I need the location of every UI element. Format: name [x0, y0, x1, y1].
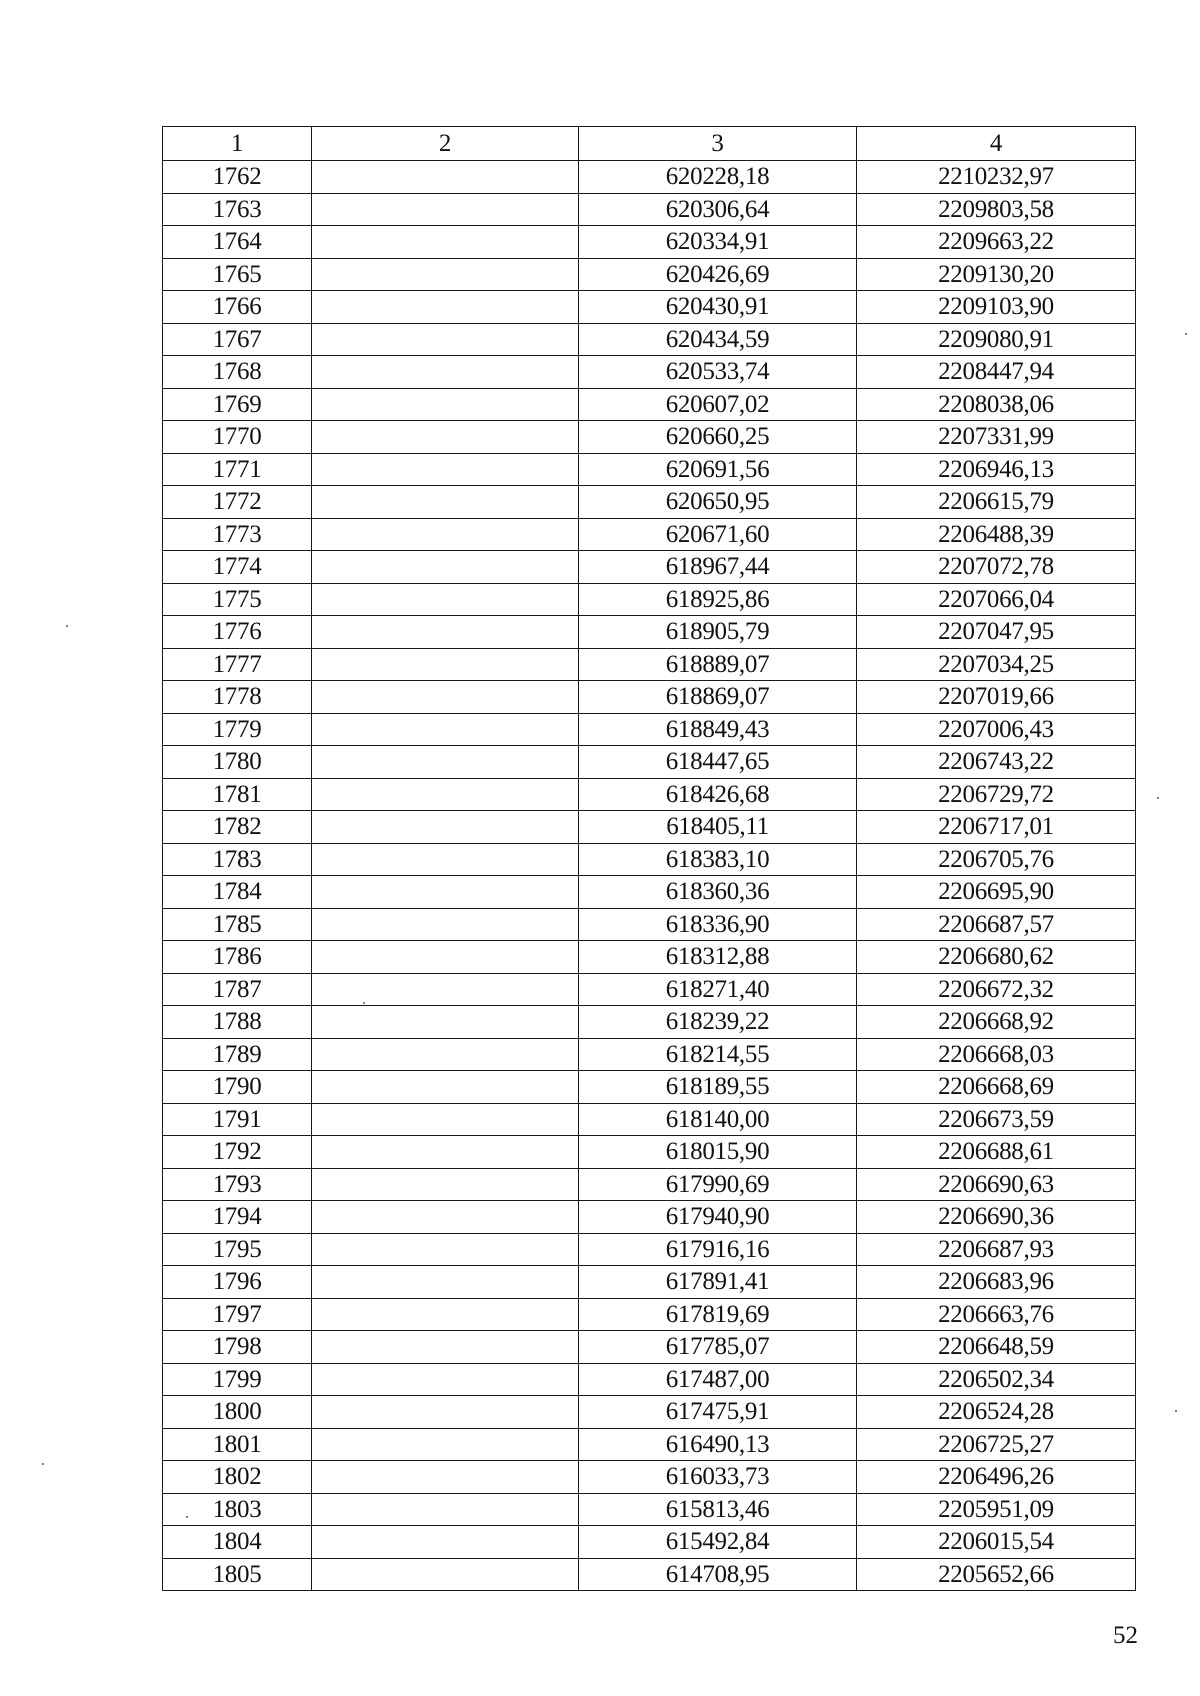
y-coordinate-cell: 2206648,59: [857, 1331, 1136, 1364]
x-coordinate-cell: 618405,11: [579, 811, 857, 844]
table-row: [163, 1136, 1136, 1169]
y-coordinate-cell: 2206946,13: [857, 453, 1136, 486]
table-row: [163, 323, 1136, 356]
y-coordinate-cell: 2206496,26: [857, 1461, 1136, 1494]
description-cell: [312, 1136, 579, 1169]
y-coordinate-cell: 2206688,61: [857, 1136, 1136, 1169]
description-cell: [312, 681, 579, 714]
y-coordinate-cell: 2206690,36: [857, 1201, 1136, 1234]
x-coordinate-cell: 620430,91: [579, 291, 857, 324]
table-row: [163, 1461, 1136, 1494]
x-coordinate-cell: 615813,46: [579, 1493, 857, 1526]
y-coordinate-cell: 2207006,43: [857, 713, 1136, 746]
description-cell: [312, 616, 579, 649]
description-cell: [312, 1558, 579, 1591]
x-coordinate-cell: 618849,43: [579, 713, 857, 746]
point-number-cell: 1771: [163, 453, 312, 486]
y-coordinate-cell: 2207066,04: [857, 583, 1136, 616]
description-cell: [312, 1493, 579, 1526]
x-coordinate-cell: 620228,18: [579, 161, 857, 194]
column-header-1: 1: [163, 127, 312, 161]
table-row: [163, 1526, 1136, 1559]
description-cell: [312, 1461, 579, 1494]
point-number-cell: 1781: [163, 778, 312, 811]
table-row: [163, 583, 1136, 616]
y-coordinate-cell: 2205652,66: [857, 1558, 1136, 1591]
point-number-cell: 1780: [163, 746, 312, 779]
description-cell: [312, 1298, 579, 1331]
y-coordinate-cell: 2206668,03: [857, 1038, 1136, 1071]
y-coordinate-cell: 2209130,20: [857, 258, 1136, 291]
point-number-cell: 1803: [163, 1493, 312, 1526]
x-coordinate-cell: 618869,07: [579, 681, 857, 714]
x-coordinate-cell: 616490,13: [579, 1428, 857, 1461]
table-row: [163, 616, 1136, 649]
y-coordinate-cell: 2206695,90: [857, 876, 1136, 909]
y-coordinate-cell: 2208038,06: [857, 388, 1136, 421]
table-row: [163, 291, 1136, 324]
description-cell: [312, 1363, 579, 1396]
table-row: [163, 453, 1136, 486]
x-coordinate-cell: 617785,07: [579, 1331, 857, 1364]
x-coordinate-cell: 618189,55: [579, 1071, 857, 1104]
table-row: [163, 1298, 1136, 1331]
point-number-cell: 1770: [163, 421, 312, 454]
x-coordinate-cell: 618889,07: [579, 648, 857, 681]
y-coordinate-cell: 2206687,57: [857, 908, 1136, 941]
y-coordinate-cell: 2206690,63: [857, 1168, 1136, 1201]
x-coordinate-cell: 620650,95: [579, 486, 857, 519]
x-coordinate-cell: 618214,55: [579, 1038, 857, 1071]
description-cell: [312, 746, 579, 779]
point-number-cell: 1802: [163, 1461, 312, 1494]
point-number-cell: 1772: [163, 486, 312, 519]
description-cell: [312, 648, 579, 681]
x-coordinate-cell: 618271,40: [579, 973, 857, 1006]
table-row: [163, 1558, 1136, 1591]
y-coordinate-cell: 2205951,09: [857, 1493, 1136, 1526]
table-row: [163, 1103, 1136, 1136]
description-cell: [312, 941, 579, 974]
x-coordinate-cell: 618426,68: [579, 778, 857, 811]
y-coordinate-cell: 2206015,54: [857, 1526, 1136, 1559]
table-row: [163, 421, 1136, 454]
table-row: [163, 486, 1136, 519]
y-coordinate-cell: 2209103,90: [857, 291, 1136, 324]
x-coordinate-cell: 618312,88: [579, 941, 857, 974]
point-number-cell: 1801: [163, 1428, 312, 1461]
y-coordinate-cell: 2210232,97: [857, 161, 1136, 194]
coordinates-table: [162, 126, 1136, 1591]
point-number-cell: 1795: [163, 1233, 312, 1266]
x-coordinate-cell: 618383,10: [579, 843, 857, 876]
table-body: [163, 161, 1136, 1591]
table-header-row: [163, 127, 1136, 161]
description-cell: [312, 1201, 579, 1234]
y-coordinate-cell: 2206524,28: [857, 1396, 1136, 1429]
description-cell: [312, 1006, 579, 1039]
description-cell: [312, 193, 579, 226]
x-coordinate-cell: 617891,41: [579, 1266, 857, 1299]
table-row: [163, 648, 1136, 681]
description-cell: [312, 486, 579, 519]
x-coordinate-cell: 620607,02: [579, 388, 857, 421]
y-coordinate-cell: 2209803,58: [857, 193, 1136, 226]
scan-speck: [186, 1516, 188, 1518]
table-row: [163, 1266, 1136, 1299]
x-coordinate-cell: 620533,74: [579, 356, 857, 389]
x-coordinate-cell: 620691,56: [579, 453, 857, 486]
y-coordinate-cell: 2207019,66: [857, 681, 1136, 714]
table-row: [163, 1363, 1136, 1396]
table-row: [163, 518, 1136, 551]
x-coordinate-cell: 617487,00: [579, 1363, 857, 1396]
x-coordinate-cell: 620671,60: [579, 518, 857, 551]
table-row: [163, 713, 1136, 746]
x-coordinate-cell: 620306,64: [579, 193, 857, 226]
point-number-cell: 1785: [163, 908, 312, 941]
description-cell: [312, 908, 579, 941]
y-coordinate-cell: 2206668,92: [857, 1006, 1136, 1039]
point-number-cell: 1766: [163, 291, 312, 324]
x-coordinate-cell: 617819,69: [579, 1298, 857, 1331]
point-number-cell: 1799: [163, 1363, 312, 1396]
y-coordinate-cell: 2206680,62: [857, 941, 1136, 974]
table-row: [163, 193, 1136, 226]
y-coordinate-cell: 2206683,96: [857, 1266, 1136, 1299]
scan-speck: [1185, 333, 1187, 335]
description-cell: [312, 1331, 579, 1364]
point-number-cell: 1769: [163, 388, 312, 421]
y-coordinate-cell: 2207034,25: [857, 648, 1136, 681]
table-row: [163, 681, 1136, 714]
x-coordinate-cell: 618239,22: [579, 1006, 857, 1039]
y-coordinate-cell: 2206743,22: [857, 746, 1136, 779]
x-coordinate-cell: 617990,69: [579, 1168, 857, 1201]
x-coordinate-cell: 620660,25: [579, 421, 857, 454]
description-cell: [312, 1428, 579, 1461]
y-coordinate-cell: 2206502,34: [857, 1363, 1136, 1396]
table-row: [163, 388, 1136, 421]
y-coordinate-cell: 2207331,99: [857, 421, 1136, 454]
scan-speck: [1175, 1410, 1177, 1412]
table-row: [163, 551, 1136, 584]
y-coordinate-cell: 2206725,27: [857, 1428, 1136, 1461]
description-cell: [312, 1396, 579, 1429]
description-cell: [312, 811, 579, 844]
point-number-cell: 1791: [163, 1103, 312, 1136]
x-coordinate-cell: 617916,16: [579, 1233, 857, 1266]
description-cell: [312, 226, 579, 259]
table-row: [163, 973, 1136, 1006]
point-number-cell: 1778: [163, 681, 312, 714]
y-coordinate-cell: 2206729,72: [857, 778, 1136, 811]
description-cell: [312, 1071, 579, 1104]
description-cell: [312, 1168, 579, 1201]
scan-speck: [363, 1002, 365, 1004]
description-cell: [312, 876, 579, 909]
description-cell: [312, 1038, 579, 1071]
description-cell: [312, 973, 579, 1006]
table-row: [163, 1168, 1136, 1201]
y-coordinate-cell: 2206673,59: [857, 1103, 1136, 1136]
page-number: 52: [1113, 1622, 1138, 1649]
description-cell: [312, 323, 579, 356]
table-row: [163, 811, 1136, 844]
y-coordinate-cell: 2208447,94: [857, 356, 1136, 389]
y-coordinate-cell: 2206705,76: [857, 843, 1136, 876]
x-coordinate-cell: 620434,59: [579, 323, 857, 356]
table-row: [163, 161, 1136, 194]
x-coordinate-cell: 618015,90: [579, 1136, 857, 1169]
point-number-cell: 1767: [163, 323, 312, 356]
point-number-cell: 1796: [163, 1266, 312, 1299]
point-number-cell: 1763: [163, 193, 312, 226]
point-number-cell: 1788: [163, 1006, 312, 1039]
table-row: [163, 746, 1136, 779]
table-row: [163, 908, 1136, 941]
x-coordinate-cell: 617475,91: [579, 1396, 857, 1429]
table-row: [163, 1233, 1136, 1266]
y-coordinate-cell: 2206672,32: [857, 973, 1136, 1006]
y-coordinate-cell: 2206687,93: [857, 1233, 1136, 1266]
point-number-cell: 1793: [163, 1168, 312, 1201]
point-number-cell: 1764: [163, 226, 312, 259]
x-coordinate-cell: 618336,90: [579, 908, 857, 941]
column-header-4: 4: [857, 127, 1136, 161]
point-number-cell: 1779: [163, 713, 312, 746]
point-number-cell: 1765: [163, 258, 312, 291]
x-coordinate-cell: 616033,73: [579, 1461, 857, 1494]
x-coordinate-cell: 618925,86: [579, 583, 857, 616]
point-number-cell: 1800: [163, 1396, 312, 1429]
point-number-cell: 1792: [163, 1136, 312, 1169]
column-header-2: 2: [312, 127, 579, 161]
table-row: [163, 1331, 1136, 1364]
description-cell: [312, 388, 579, 421]
table-row: [163, 1201, 1136, 1234]
y-coordinate-cell: 2206717,01: [857, 811, 1136, 844]
point-number-cell: 1805: [163, 1558, 312, 1591]
table-row: [163, 226, 1136, 259]
point-number-cell: 1797: [163, 1298, 312, 1331]
table-row: [163, 1493, 1136, 1526]
point-number-cell: 1798: [163, 1331, 312, 1364]
x-coordinate-cell: 618447,65: [579, 746, 857, 779]
table-row: [163, 1006, 1136, 1039]
y-coordinate-cell: 2207047,95: [857, 616, 1136, 649]
x-coordinate-cell: 615492,84: [579, 1526, 857, 1559]
scan-speck: [42, 1463, 44, 1465]
description-cell: [312, 551, 579, 584]
description-cell: [312, 583, 579, 616]
table-row: [163, 356, 1136, 389]
point-number-cell: 1782: [163, 811, 312, 844]
y-coordinate-cell: 2209080,91: [857, 323, 1136, 356]
point-number-cell: 1773: [163, 518, 312, 551]
table-row: [163, 778, 1136, 811]
point-number-cell: 1787: [163, 973, 312, 1006]
table-row: [163, 876, 1136, 909]
table-row: [163, 1428, 1136, 1461]
point-number-cell: 1783: [163, 843, 312, 876]
point-number-cell: 1789: [163, 1038, 312, 1071]
table-row: [163, 1038, 1136, 1071]
description-cell: [312, 258, 579, 291]
description-cell: [312, 453, 579, 486]
x-coordinate-cell: 617940,90: [579, 1201, 857, 1234]
point-number-cell: 1768: [163, 356, 312, 389]
description-cell: [312, 778, 579, 811]
description-cell: [312, 421, 579, 454]
point-number-cell: 1790: [163, 1071, 312, 1104]
point-number-cell: 1804: [163, 1526, 312, 1559]
point-number-cell: 1775: [163, 583, 312, 616]
description-cell: [312, 843, 579, 876]
description-cell: [312, 161, 579, 194]
description-cell: [312, 356, 579, 389]
point-number-cell: 1762: [163, 161, 312, 194]
x-coordinate-cell: 620334,91: [579, 226, 857, 259]
point-number-cell: 1774: [163, 551, 312, 584]
description-cell: [312, 1233, 579, 1266]
description-cell: [312, 1526, 579, 1559]
table-row: [163, 1396, 1136, 1429]
table-row: [163, 1071, 1136, 1104]
column-header-3: 3: [579, 127, 857, 161]
x-coordinate-cell: 620426,69: [579, 258, 857, 291]
y-coordinate-cell: 2209663,22: [857, 226, 1136, 259]
scan-speck: [1157, 797, 1159, 799]
y-coordinate-cell: 2206488,39: [857, 518, 1136, 551]
x-coordinate-cell: 614708,95: [579, 1558, 857, 1591]
description-cell: [312, 1103, 579, 1136]
scan-speck: [66, 625, 68, 627]
x-coordinate-cell: 618140,00: [579, 1103, 857, 1136]
description-cell: [312, 291, 579, 324]
y-coordinate-cell: 2206663,76: [857, 1298, 1136, 1331]
table-row: [163, 843, 1136, 876]
point-number-cell: 1784: [163, 876, 312, 909]
y-coordinate-cell: 2207072,78: [857, 551, 1136, 584]
x-coordinate-cell: 618905,79: [579, 616, 857, 649]
table-row: [163, 941, 1136, 974]
y-coordinate-cell: 2206668,69: [857, 1071, 1136, 1104]
x-coordinate-cell: 618360,36: [579, 876, 857, 909]
point-number-cell: 1786: [163, 941, 312, 974]
point-number-cell: 1777: [163, 648, 312, 681]
table-row: [163, 258, 1136, 291]
description-cell: [312, 1266, 579, 1299]
x-coordinate-cell: 618967,44: [579, 551, 857, 584]
description-cell: [312, 713, 579, 746]
description-cell: [312, 518, 579, 551]
point-number-cell: 1794: [163, 1201, 312, 1234]
y-coordinate-cell: 2206615,79: [857, 486, 1136, 519]
point-number-cell: 1776: [163, 616, 312, 649]
